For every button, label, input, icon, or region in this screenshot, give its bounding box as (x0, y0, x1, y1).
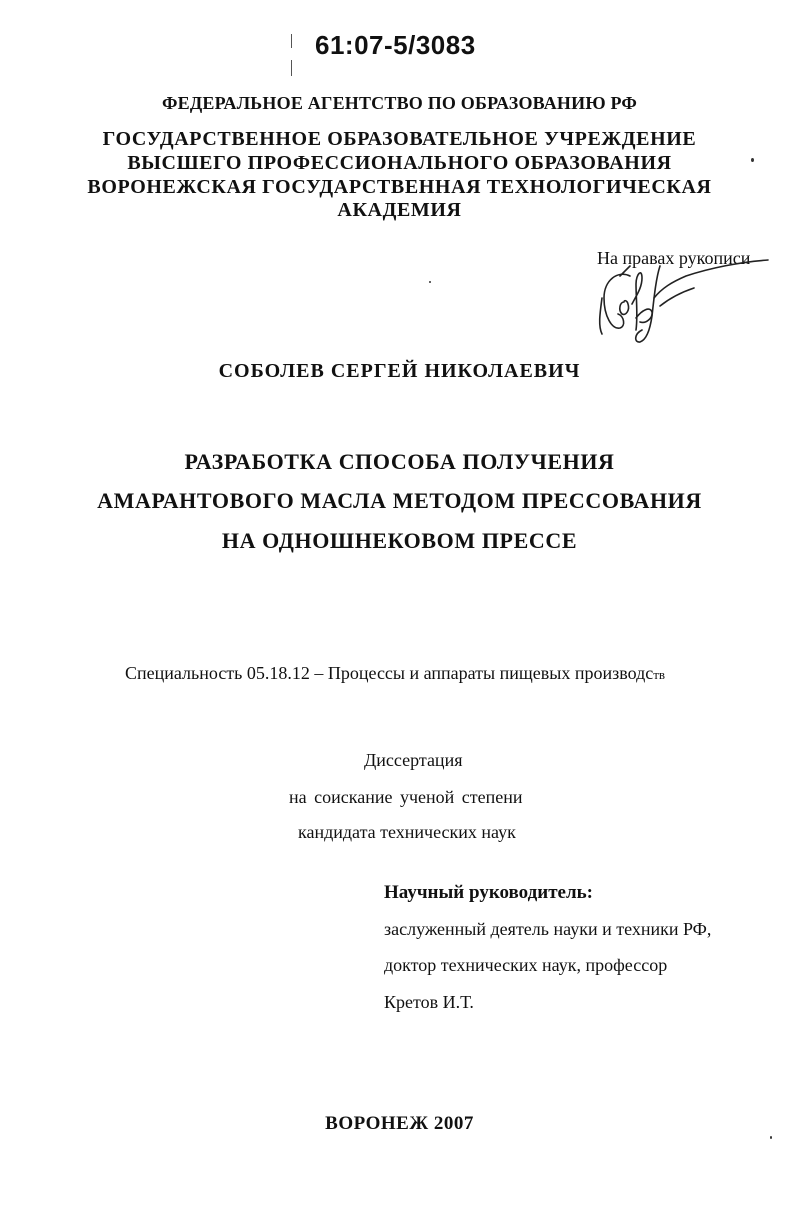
dissertation-title-line: АМАРАНТОВОГО МАСЛА МЕТОДОМ ПРЕССОВАНИЯ (97, 488, 702, 513)
manuscript-note: На правах рукописи (597, 248, 751, 268)
margin-mark (291, 34, 292, 48)
dissertation-title-line: НА ОДНОШНЕКОВОМ ПРЕССЕ (221, 528, 578, 553)
scan-speck (429, 281, 431, 283)
supervisor-heading: Научный руководитель: (384, 882, 593, 903)
degree-line: кандидата технических наук (298, 822, 516, 842)
supervisor-degree: доктор технических наук, профессор (384, 955, 668, 975)
agency-name: ФЕДЕРАЛЬНОЕ АГЕНТСТВО ПО ОБРАЗОВАНИЮ РФ (161, 93, 638, 113)
scan-speck (770, 1136, 772, 1139)
specialty-text: Специальность 05.18.12 – Процессы и аппараты пищевых производс (125, 663, 654, 683)
specialty (125, 663, 665, 684)
author-name: СОБОЛЕВ СЕРГЕЙ НИКОЛАЕВИЧ (218, 360, 581, 382)
institution-line: ВОРОНЕЖСКАЯ ГОСУДАРСТВЕННАЯ ТЕХНОЛОГИЧЕСКАЯ (87, 176, 712, 198)
institution-line: ВЫСШЕГО ПРОФЕССИОНАЛЬНОГО ОБРАЗОВАНИЯ (127, 152, 672, 174)
dissertation-type: Диссертация (364, 750, 463, 770)
document-number: 61:07-5/3083 (315, 30, 476, 60)
specialty-suffix: тв (653, 667, 666, 682)
handwritten-signature (590, 258, 780, 348)
degree-line: на соискание ученой степени (289, 787, 523, 807)
dissertation-title-line: РАЗРАБОТКА СПОСОБА ПОЛУЧЕНИЯ (184, 449, 615, 474)
institution-line: ГОСУДАРСТВЕННОЕ ОБРАЗОВАТЕЛЬНОЕ УЧРЕЖДЕНИЕ (102, 128, 697, 150)
scan-speck (751, 158, 754, 162)
supervisor-title: заслуженный деятель науки и техники РФ, (384, 919, 712, 939)
city-year: ВОРОНЕЖ 2007 (325, 1113, 474, 1134)
supervisor-name: Кретов И.Т. (384, 992, 474, 1012)
margin-mark (291, 60, 292, 76)
institution-line: АКАДЕМИЯ (337, 199, 462, 221)
